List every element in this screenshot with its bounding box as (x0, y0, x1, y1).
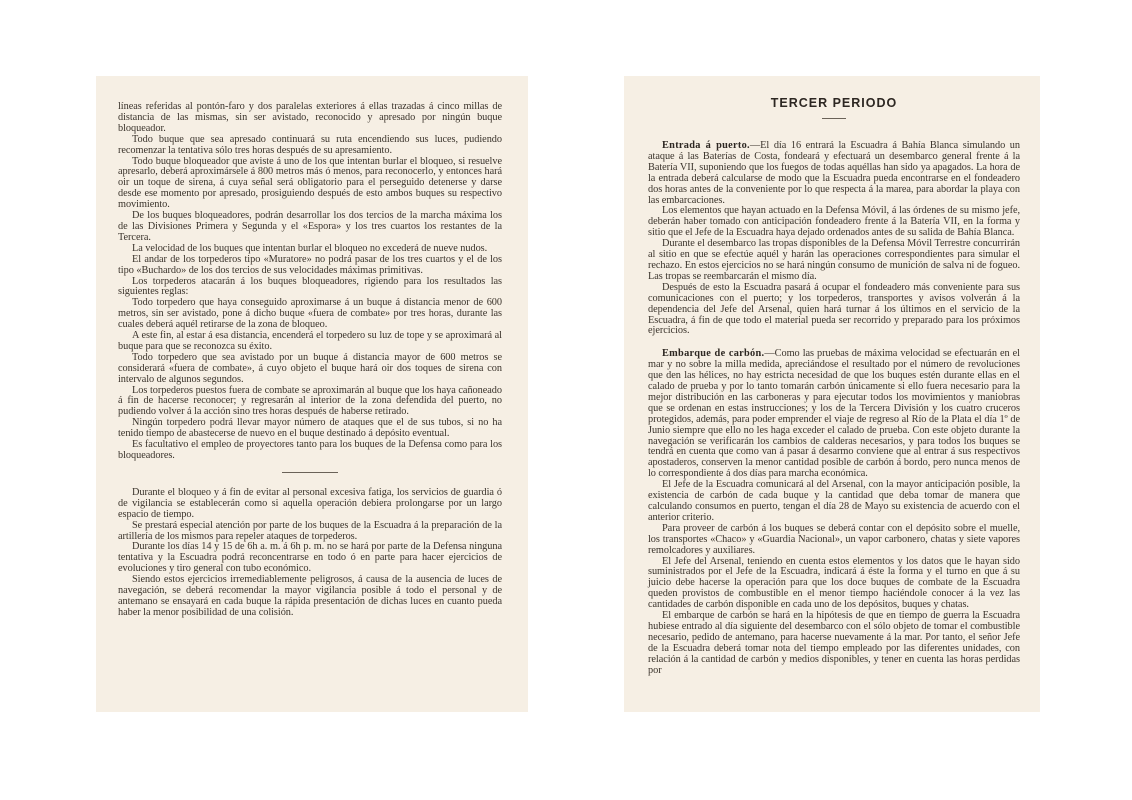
paragraph: El embarque de carbón se hará en la hipótesis de que en tiempo de guerra la Escuadra hubiese entrado al día siguiente del desembarco con el sólo objeto de tomar el combustible necesario, pedido de antemano, para hacerse nuevamente á la mar. Por tanto, el señor Jefe de la Escuadra deberá tomar nota del tiempo empleado por las diferentes unidades, con relación á la cantidad de carbón y medios disponibles, y tener en cuenta las horas perdidas por (648, 610, 1020, 676)
paragraph: Durante el desembarco las tropas disponibles de la Defensa Móvil Terrestre concurrirán al sitio en que se efectúe aquél y harán las operaciones correspondientes para simular el rechazo. En estos ejercicios no se hará ningún consumo de munición de salva ni de fogueo. Las tropas se reembarcarán el mismo día. (648, 238, 1020, 282)
paragraph: Ningún torpedero podrá llevar mayor número de ataques que el de sus tubos, si no ha tenido tiempo de abastecerse de nuevo en el buque destinado á depósito eventual. (118, 417, 502, 440)
paragraph: Todo buque que sea apresado continuará su ruta encendiendo sus luces, pudiendo recomenzar la tentativa sólo tres horas después de su apresamiento. (118, 133, 502, 156)
paragraph: El Jefe del Arsenal, teniendo en cuenta estos elementos y los datos que le hayan sido suministrados por el Jefe de la Escuadra, indicará á éste la forma y el turno en que á su juicio debe hacerse la operación para que los doce buques de combate de la Escuadra queden provistos de combustible en el menor tiempo haciéndole conocer á la vez las cantidades de carbón disponible en cada uno de los depósitos, buques y chatas. (648, 555, 1020, 611)
paragraph: De los buques bloqueadores, podrán desarrollar los dos tercios de la marcha máxima los de las Divisiones Primera y Segunda y el «Espora» y los tres cuartos los restantes de la Tercera. (118, 210, 502, 243)
paragraph: líneas referidas al pontón-faro y dos paralelas exteriores á ellas trazadas á cinco millas de distancia de las mismas, sin ser avistado, reconocido y apresado por ningún buque bloqueador. (118, 101, 502, 134)
paragraph: Durante los días 14 y 15 de 6h a. m. á 6h p. m. no se hará por parte de la Defensa ninguna tentativa y la Escuadra podrá reconcentrarse en todo ó en parte para hacer ejercicios de evoluciones y tiro general con tubo económico. (118, 541, 502, 575)
paragraph: Todo buque bloqueador que aviste á uno de los que intentan burlar el bloqueo, si resuelve apresarlo, deberá aproximársele á 800 metros más ó menos, para reconocerlo, y entonces hará oir un toque de sirena, á cuya señal será obligatorio para el perseguido detenerse y darse desde ese momento por apresado, prosiguiendo después de esto ambos buques su respectivo movimiento. (118, 155, 502, 211)
paragraph: Para proveer de carbón á los buques se deberá contar con el depósito sobre el muelle, los transportes «Chaco» y «Guardia Nacional», un vapor carbonero, chatas y siete vapores remolcadores y auxiliares. (648, 522, 1020, 556)
paragraph: Los torpederos atacarán á los buques bloqueadores, rigiendo para los resultados las siguientes reglas: (118, 275, 502, 298)
paragraph: A este fin, al estar á esa distancia, encenderá el torpedero su luz de tope y se aproximará al buque para que se reconozca su éxito. (118, 330, 502, 352)
left-page-bottom-text (118, 488, 502, 619)
section-divider (282, 472, 338, 473)
section-heading-carbon: Embarque de carbón. (662, 348, 765, 360)
left-page (96, 76, 528, 712)
section-heading-entrada: Entrada á puerto. (662, 140, 750, 151)
section-carbon-body (648, 480, 1020, 676)
paragraph: El andar de los torpederos tipo «Muratore» no podrá pasar de los tres cuartos y el de los tipo «Buchardo» de los dos tercios de sus velocidades máximas primitivas. (118, 253, 502, 276)
paragraph: El Jefe de la Escuadra comunicará al del Arsenal, con la mayor anticipación posible, la existencia de carbón de cada buque y la cantidad que deba tomar de manera que calculando consumos en puerto, tengan el día 28 de Mayo su existencia de acuerdo con el anterior criterio. (648, 479, 1020, 523)
paragraph: Los elementos que hayan actuado en la Defensa Móvil, á las órdenes de su mismo jefe, deberán haber tomado con anticipación fondeadero frente á la Batería VII, en la forma y sitio que el Jefe de la Escuadra haya dejado ordenados antes de su salida de Bahía Blanca. (648, 205, 1020, 239)
paragraph: La velocidad de los buques que intentan burlar el bloqueo no excederá de nueve nudos. (132, 242, 488, 254)
section-title: TERCER PERIODO (770, 96, 898, 110)
paragraph: Todo torpedero que sea avistado por un buque á distancia mayor de 600 metros se considerará «fuera de combate», á cuyo objeto el buque hará oir dos toques de sirena con intervalo de algunos segundos. (118, 351, 502, 385)
title-divider (822, 118, 846, 119)
section-entrada-body (648, 206, 1020, 337)
section-carbon-first-para: Embarque de carbón.—Como las pruebas de máxima velocidad se efectuarán en el mar y no sobre la milla medida, apreciándose el resultado por el número de revoluciones que den las hélices, no hay estricta necesidad de que los buques estén durante ellas en el calado de prueba y por lo tanto tomarán carbón únicamente si ello fuera necesario para la mejor distribución en las carboneras y para ejecutar todos los movimientos y maniobras que se ordenan en estas instrucciones; y los de la Tercera División y los cuatro cruceros protegidos, además, para poder emprender el viaje de regreso al Río de la Plata el día 1º de Junio siempre que ello no les haga exceder el calado de prueba. Con este objeto durante la navegación se verificarán los cambios de calderas necesarios, y para todos los buques se tendrá en cuenta que como van á pasar á desarmo conviene que al entrar á sus respectivos apostaderos, conserven la menor cantidad posible de carbón á bordo, pero nunca menos de lo correspondiente á dos días para marcha económica. (648, 348, 1020, 480)
paragraph: Después de esto la Escuadra pasará á ocupar el fondeadero más conveniente para sus comunicaciones con el puerto; y los torpederos, transportes y avisos volverán á la dependencia del Jefe del Arsenal, quien hará turnar á los últimos en el servicio de la Escuadra, á fin de que todo el material pueda ser recorrido y preparado para los próximos ejercicios. (648, 281, 1020, 337)
section-entrada-first-para: Entrada á puerto.—El día 16 entrará la Escuadra á Bahía Blanca simulando un ataque á las Baterías de Costa, fondeará y efectuará un desembarco general frente á la Batería VII, suponiendo que los fuegos de todas aquéllas han sido ya apagados. La hora de la entrada deberá calcularse de modo que la Escuadra pueda encontrarse en el fondeadero dos horas antes de la conveniente por lo que respecta á la marea, para abordar la playa con las embarcaciones. (648, 140, 1020, 206)
paragraph: Se prestará especial atención por parte de los buques de la Escuadra á la preparación de la artillería de los mismos para repeler ataques de torpederos. (118, 519, 502, 542)
right-page (624, 76, 1040, 712)
paragraph: Siendo estos ejercicios irremediablemente peligrosos, á causa de la ausencia de luces de navegación, se deberá recomendar la mayor vigilancia posible á todo el personal y de antemano se ensayará en cada buque la rápida presentación de dichas luces en cuanto pueda haber la menor posibilidad de una colisión. (118, 574, 502, 618)
paragraph: Los torpederos puestos fuera de combate se aproximarán al buque que los haya cañoneado á fin de hacerse reconocer; y regresarán al interior de la zona defendida del puerto, no pudiendo volver á la acción sino tres horas después de haberse retirado. (118, 384, 502, 418)
paragraph: Todo torpedero que haya conseguido aproximarse á un buque á distancia menor de 600 metros, sin ser avistado, pone á dicho buque «fuera de combate» por tres horas, durante las cuales deberá aquél retirarse de la zona de bloqueo. (118, 297, 502, 331)
paragraph: Es facultativo el empleo de proyectores tanto para los buques de la Defensa como para los bloqueadores. (118, 439, 502, 461)
left-page-top-text (118, 102, 502, 462)
paragraph: Durante el bloqueo y á fin de evitar al personal excesiva fatiga, los servicios de guardia ó de vigilancia se establecerán como si aquella operación debiera prolongarse por un largo espacio de tiempo. (118, 486, 502, 520)
